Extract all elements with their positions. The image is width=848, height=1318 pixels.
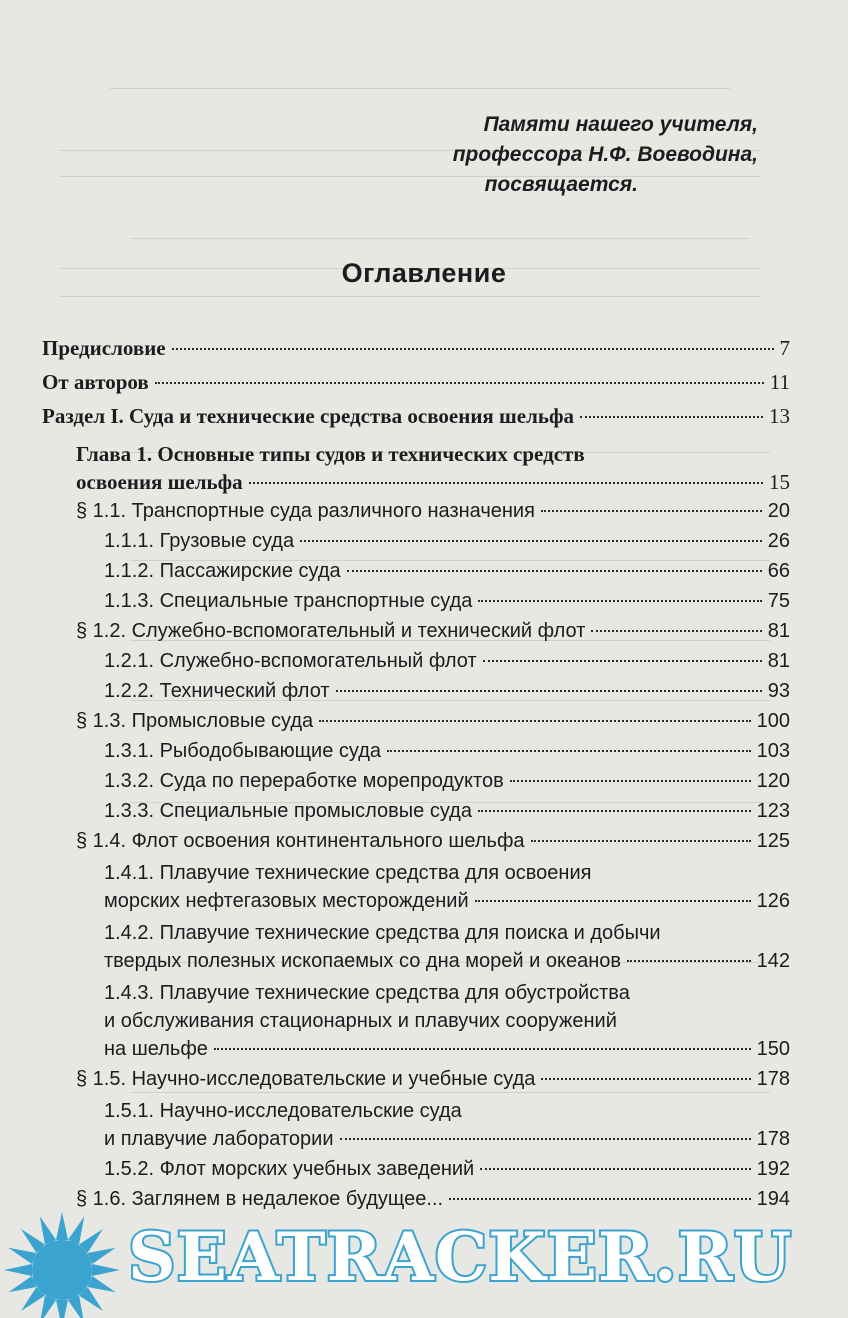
toc-entry-text: Раздел I. Суда и технические средства освоения шельфа xyxy=(42,404,575,428)
toc-leader-dots xyxy=(531,840,751,842)
toc-leader-dots xyxy=(627,960,751,962)
toc-page-number: 81 xyxy=(767,650,790,672)
toc-leader-dots xyxy=(510,780,751,782)
toc-entry-1-4-2[interactable] xyxy=(104,950,790,978)
toc-entry-text: морских нефтегазовых месторождений xyxy=(104,890,469,912)
toc-entry-1-4-3-line-2: и обслуживания стационарных и плавучих сооружений xyxy=(104,1010,617,1032)
toc-entry-text: § 1.3. Промысловые суда xyxy=(76,710,314,732)
toc-leader-dots xyxy=(580,416,763,418)
toc-leader-dots xyxy=(591,630,761,632)
toc-page-number: 93 xyxy=(767,680,790,702)
toc-entry-1-2[interactable] xyxy=(76,620,790,648)
toc-entry-text: 1.3.1. Рыбодобывающие суда xyxy=(104,740,382,762)
toc-leader-dots xyxy=(475,900,751,902)
toc-entry-text: 1.3.3. Специальные промысловые суда xyxy=(104,800,472,822)
toc-page-number: 123 xyxy=(756,800,790,822)
dedication xyxy=(338,110,758,200)
toc-entry-text: и плавучие лаборатории xyxy=(104,1128,334,1150)
toc-entry-text: 1.5.2. Флот морских учебных заведений xyxy=(104,1158,475,1180)
toc-entry-1-2-1[interactable] xyxy=(104,650,790,678)
toc-entry-1-4-1-line-1: 1.4.1. Плавучие технические средства для освоения xyxy=(104,862,592,884)
toc-page-number: 150 xyxy=(756,1038,790,1060)
toc-entry-1-5[interactable] xyxy=(76,1068,790,1096)
sun-burst-icon xyxy=(4,1212,120,1318)
toc-entry-1-2-2[interactable] xyxy=(104,680,790,708)
toc-page-number: 15 xyxy=(769,470,790,494)
toc-entry-1-1-2[interactable] xyxy=(104,560,790,588)
toc-leader-dots xyxy=(249,482,763,484)
toc-entry-text: Предисловие xyxy=(42,336,166,360)
toc-entry-text: твердых полезных ископаемых со дна морей и океанов xyxy=(104,950,622,972)
dedication-line-2: профессора Н.Ф. Воеводина, xyxy=(452,143,758,166)
toc-leader-dots xyxy=(483,660,762,662)
toc-entry-1-1[interactable] xyxy=(76,500,790,528)
toc-entry-text: освоения шельфа xyxy=(76,470,243,494)
toc-entry-1-4-2-line-1: 1.4.2. Плавучие технические средства для поиска и добычи xyxy=(104,922,661,944)
toc-entry-from-authors[interactable] xyxy=(42,370,790,398)
toc-entry-section-1[interactable] xyxy=(42,404,790,432)
watermark-text: SEATRACKER.RU xyxy=(128,1218,793,1296)
toc-entry-text: § 1.6. Заглянем в недалекое будущее... xyxy=(76,1188,444,1210)
toc-page-number: 192 xyxy=(756,1158,790,1180)
toc-page-number: 66 xyxy=(767,560,790,582)
toc-page-number: 178 xyxy=(756,1128,790,1150)
toc-leader-dots xyxy=(172,348,774,350)
toc-entry-1-3-3[interactable] xyxy=(104,800,790,828)
toc-entry-preface[interactable] xyxy=(42,336,790,364)
toc-page-number: 75 xyxy=(767,590,790,612)
toc-leader-dots xyxy=(478,600,761,602)
toc-page-number: 81 xyxy=(767,620,790,642)
toc-entry-1-3-1[interactable] xyxy=(104,740,790,768)
toc-entry-1-4-1[interactable] xyxy=(104,890,790,918)
toc-entry-text: 1.1.1. Грузовые суда xyxy=(104,530,295,552)
toc-page-number: 26 xyxy=(767,530,790,552)
toc-entry-1-3-2[interactable] xyxy=(104,770,790,798)
toc-entry-1-1-1[interactable] xyxy=(104,530,790,558)
toc-leader-dots xyxy=(340,1138,751,1140)
toc-leader-dots xyxy=(347,570,762,572)
toc-leader-dots xyxy=(449,1198,751,1200)
toc-leader-dots xyxy=(336,690,762,692)
toc-entry-1-5-1-line-1: 1.5.1. Научно-исследовательские суда xyxy=(104,1100,462,1122)
toc-page-number: 100 xyxy=(756,710,790,732)
toc-page-number: 103 xyxy=(756,740,790,762)
toc-leader-dots xyxy=(387,750,751,752)
toc-leader-dots xyxy=(155,382,764,384)
toc-leader-dots xyxy=(480,1168,750,1170)
toc-entry-1-4-3-line-1: 1.4.3. Плавучие технические средства для обустройства xyxy=(104,982,630,1004)
toc-entry-1-5-2[interactable] xyxy=(104,1158,790,1186)
toc-title: Оглавление xyxy=(341,258,507,288)
toc-entry-1-5-1[interactable] xyxy=(104,1128,790,1156)
toc-entry-chapter-1[interactable] xyxy=(76,470,790,498)
toc-leader-dots xyxy=(319,720,750,722)
toc-page-number: 120 xyxy=(756,770,790,792)
toc-leader-dots xyxy=(541,510,762,512)
toc-entry-1-3[interactable] xyxy=(76,710,790,738)
toc-entry-text: 1.1.2. Пассажирские суда xyxy=(104,560,341,582)
toc-page-number: 11 xyxy=(769,370,790,394)
toc-entry-text: на шельфе xyxy=(104,1038,208,1060)
toc-entry-1-1-3[interactable] xyxy=(104,590,790,618)
toc-page-number: 142 xyxy=(756,950,790,972)
toc-entry-text: От авторов xyxy=(42,370,149,394)
toc-entry-text: § 1.4. Флот освоения континентального шельфа xyxy=(76,830,525,852)
toc-leader-dots xyxy=(541,1078,750,1080)
toc-entry-1-4[interactable] xyxy=(76,830,790,858)
toc-entry-text: 1.2.2. Технический флот xyxy=(104,680,330,702)
dedication-line-1: Памяти нашего учителя, xyxy=(483,113,758,136)
toc-entry-1-4-3[interactable] xyxy=(104,1038,790,1066)
toc-entry-text: 1.3.2. Суда по переработке морепродуктов xyxy=(104,770,504,792)
toc-entry-text: § 1.1. Транспортные суда различного назначения xyxy=(76,500,535,522)
toc-page-number: 125 xyxy=(756,830,790,852)
toc-leader-dots xyxy=(478,810,751,812)
toc-entry-text: § 1.2. Служебно-вспомогательный и технический флот xyxy=(76,620,586,642)
toc-leader-dots xyxy=(214,1048,751,1050)
toc-page-number: 194 xyxy=(756,1188,790,1210)
toc-page-number: 126 xyxy=(756,890,790,912)
toc-page-number: 13 xyxy=(769,404,790,428)
toc-entry-text: 1.2.1. Служебно-вспомогательный флот xyxy=(104,650,477,672)
toc-entry-chapter-1-line-1: Глава 1. Основные типы судов и технических средств xyxy=(76,442,585,466)
toc-page-number: 178 xyxy=(756,1068,790,1090)
toc-page-number: 20 xyxy=(767,500,790,522)
toc-page-number: 7 xyxy=(779,336,790,360)
dedication-line-3: посвящается. xyxy=(484,173,638,196)
toc-entry-text: 1.1.3. Специальные транспортные суда xyxy=(104,590,473,612)
toc-entry-text: § 1.5. Научно-исследовательские и учебные суда xyxy=(76,1068,536,1090)
toc-leader-dots xyxy=(300,540,762,542)
